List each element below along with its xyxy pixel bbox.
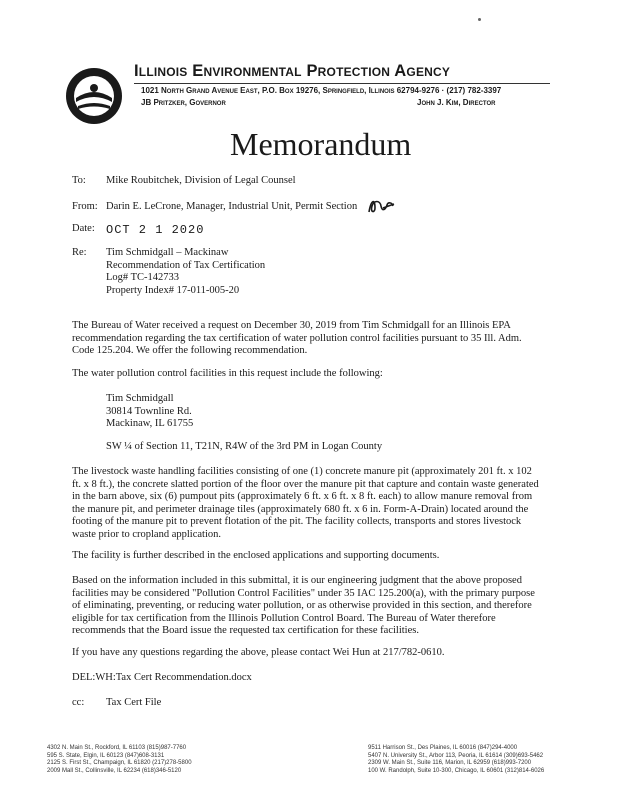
from-value: Darin E. LeCrone, Manager, Industrial Unit, Permit Section bbox=[106, 201, 358, 212]
footer-office: 4302 N. Main St., Rockford, IL 61103 (815)987-7760 bbox=[47, 745, 187, 751]
initials-signature bbox=[366, 194, 396, 216]
footer-office: 2009 Mall St., Collinsville, IL 62234 (618)346-5120 bbox=[47, 767, 182, 774]
agency-address: 1021 North Grand Avenue East, P.O. Box 19276, Springfield, Illinois 62794-9276 · (217) 782-3397 bbox=[141, 86, 502, 95]
from-label: From: bbox=[72, 201, 98, 212]
re-line: Tim Schmidgall – Mackinaw bbox=[106, 247, 229, 258]
date-stamp: OCT 2 1 2020 bbox=[106, 223, 205, 237]
governor-name: JB Pritzker, Governor bbox=[141, 98, 226, 107]
to-label: To: bbox=[72, 175, 86, 186]
director-name: John J. Kim, Director bbox=[417, 98, 496, 107]
scan-speck bbox=[478, 18, 481, 21]
paragraph-facilities-intro: The water pollution control facilities in this request include the following: bbox=[72, 368, 383, 379]
re-line: Log# TC-142733 bbox=[106, 272, 180, 283]
memo-title: Memorandum bbox=[230, 126, 412, 162]
letterhead-rule bbox=[134, 83, 550, 84]
paragraph-facility-description: The livestock waste handling facilities consisting of one (1) concrete manure pit (approximately 201 ft. x 102 ft. x 8 ft.), the concrete slatted portion of the floor over the manure pit that capture and contain waste generated in the barn above, six (6) pumpout pits (approximately 6 ft. x 6 ft. x 8 ft. each) to allow manure removal from the manure pit, and perimeter drainage tiles (approximately 680 ft. x 6 in. Form-A-Drain) located around the footing of the manure pit to prevent flotation of the pit. The facility collects, transports and stores livestock waste prior to cropland application. bbox=[72, 466, 539, 540]
legal-location: SW ¼ of Section 11, T21N, R4W of the 3rd PM in Logan County bbox=[106, 441, 383, 452]
address-line: 30814 Townline Rd. bbox=[106, 405, 192, 417]
paragraph-further-described: The facility is further described in the enclosed applications and supporting documents. bbox=[72, 550, 440, 561]
address-line: Mackinaw, IL 61755 bbox=[106, 418, 194, 429]
paragraph-engineering-judgment: Based on the information included in this submittal, it is our engineering judgment that the above proposed facilities may be considered "Pollution Control Facilities" under 35 IAC 125.200(a), with the primary purpose of eliminating, preventing, or reducing water pollution, or as otherwise provided in this section, and therefore eligible for tax certification from the Illinois Pollution Control Board. The Bureau of Water therefore recommends that the Board issue the requested tax certification for these facilities. bbox=[72, 575, 535, 636]
footer-offices-left bbox=[47, 745, 192, 775]
address-line: Tim Schmidgall bbox=[106, 393, 174, 404]
footer-office: 595 S. State, Elgin, IL 60123 (847)608-3131 bbox=[47, 752, 165, 759]
paragraph-contact: If you have any questions regarding the above, please contact Wei Hun at 217/782-0610. bbox=[72, 647, 445, 658]
footer-office: 2309 W. Main St., Suite 116, Marion, IL 62959 (618)993-7200 bbox=[368, 760, 532, 767]
agency-name: Illinois Environmental Protection Agency bbox=[134, 62, 451, 80]
re-line: Property Index# 17-011-005-20 bbox=[106, 284, 240, 296]
re-label: Re: bbox=[72, 247, 87, 258]
file-reference: DEL:WH:Tax Cert Recommendation.docx bbox=[72, 672, 252, 683]
to-value: Mike Roubitchek, Division of Legal Counsel bbox=[106, 175, 296, 186]
footer-office: 2125 S. First St., Champaign, IL 61820 (217)278-5800 bbox=[47, 760, 192, 767]
cc-value: Tax Cert File bbox=[106, 697, 162, 708]
illinois-epa-logo bbox=[64, 66, 124, 126]
footer-office: 5407 N. University St., Arbor 113, Peoria, IL 61614 (309)693-5462 bbox=[368, 752, 544, 759]
date-label: Date: bbox=[72, 223, 95, 234]
footer-office: 9511 Harrison St., Des Plaines, IL 60016 (847)294-4000 bbox=[368, 745, 518, 751]
footer-offices-right bbox=[368, 745, 544, 775]
cc-label: cc: bbox=[72, 697, 85, 708]
re-line: Recommendation of Tax Certification bbox=[106, 259, 266, 271]
footer-office: 100 W. Randolph, Suite 10-300, Chicago, IL 60601 (312)814-6026 bbox=[368, 767, 545, 774]
applicant-address bbox=[106, 393, 193, 431]
paragraph-request: The Bureau of Water received a request on December 30, 2019 from Tim Schmidgall for an Illinois EPA recommendation regarding the tax certification of water pollution control facilities pursuant to 35 Ill. Adm. Code 125.204. We offer the following recommendation. bbox=[72, 320, 522, 356]
re-value bbox=[106, 247, 265, 297]
